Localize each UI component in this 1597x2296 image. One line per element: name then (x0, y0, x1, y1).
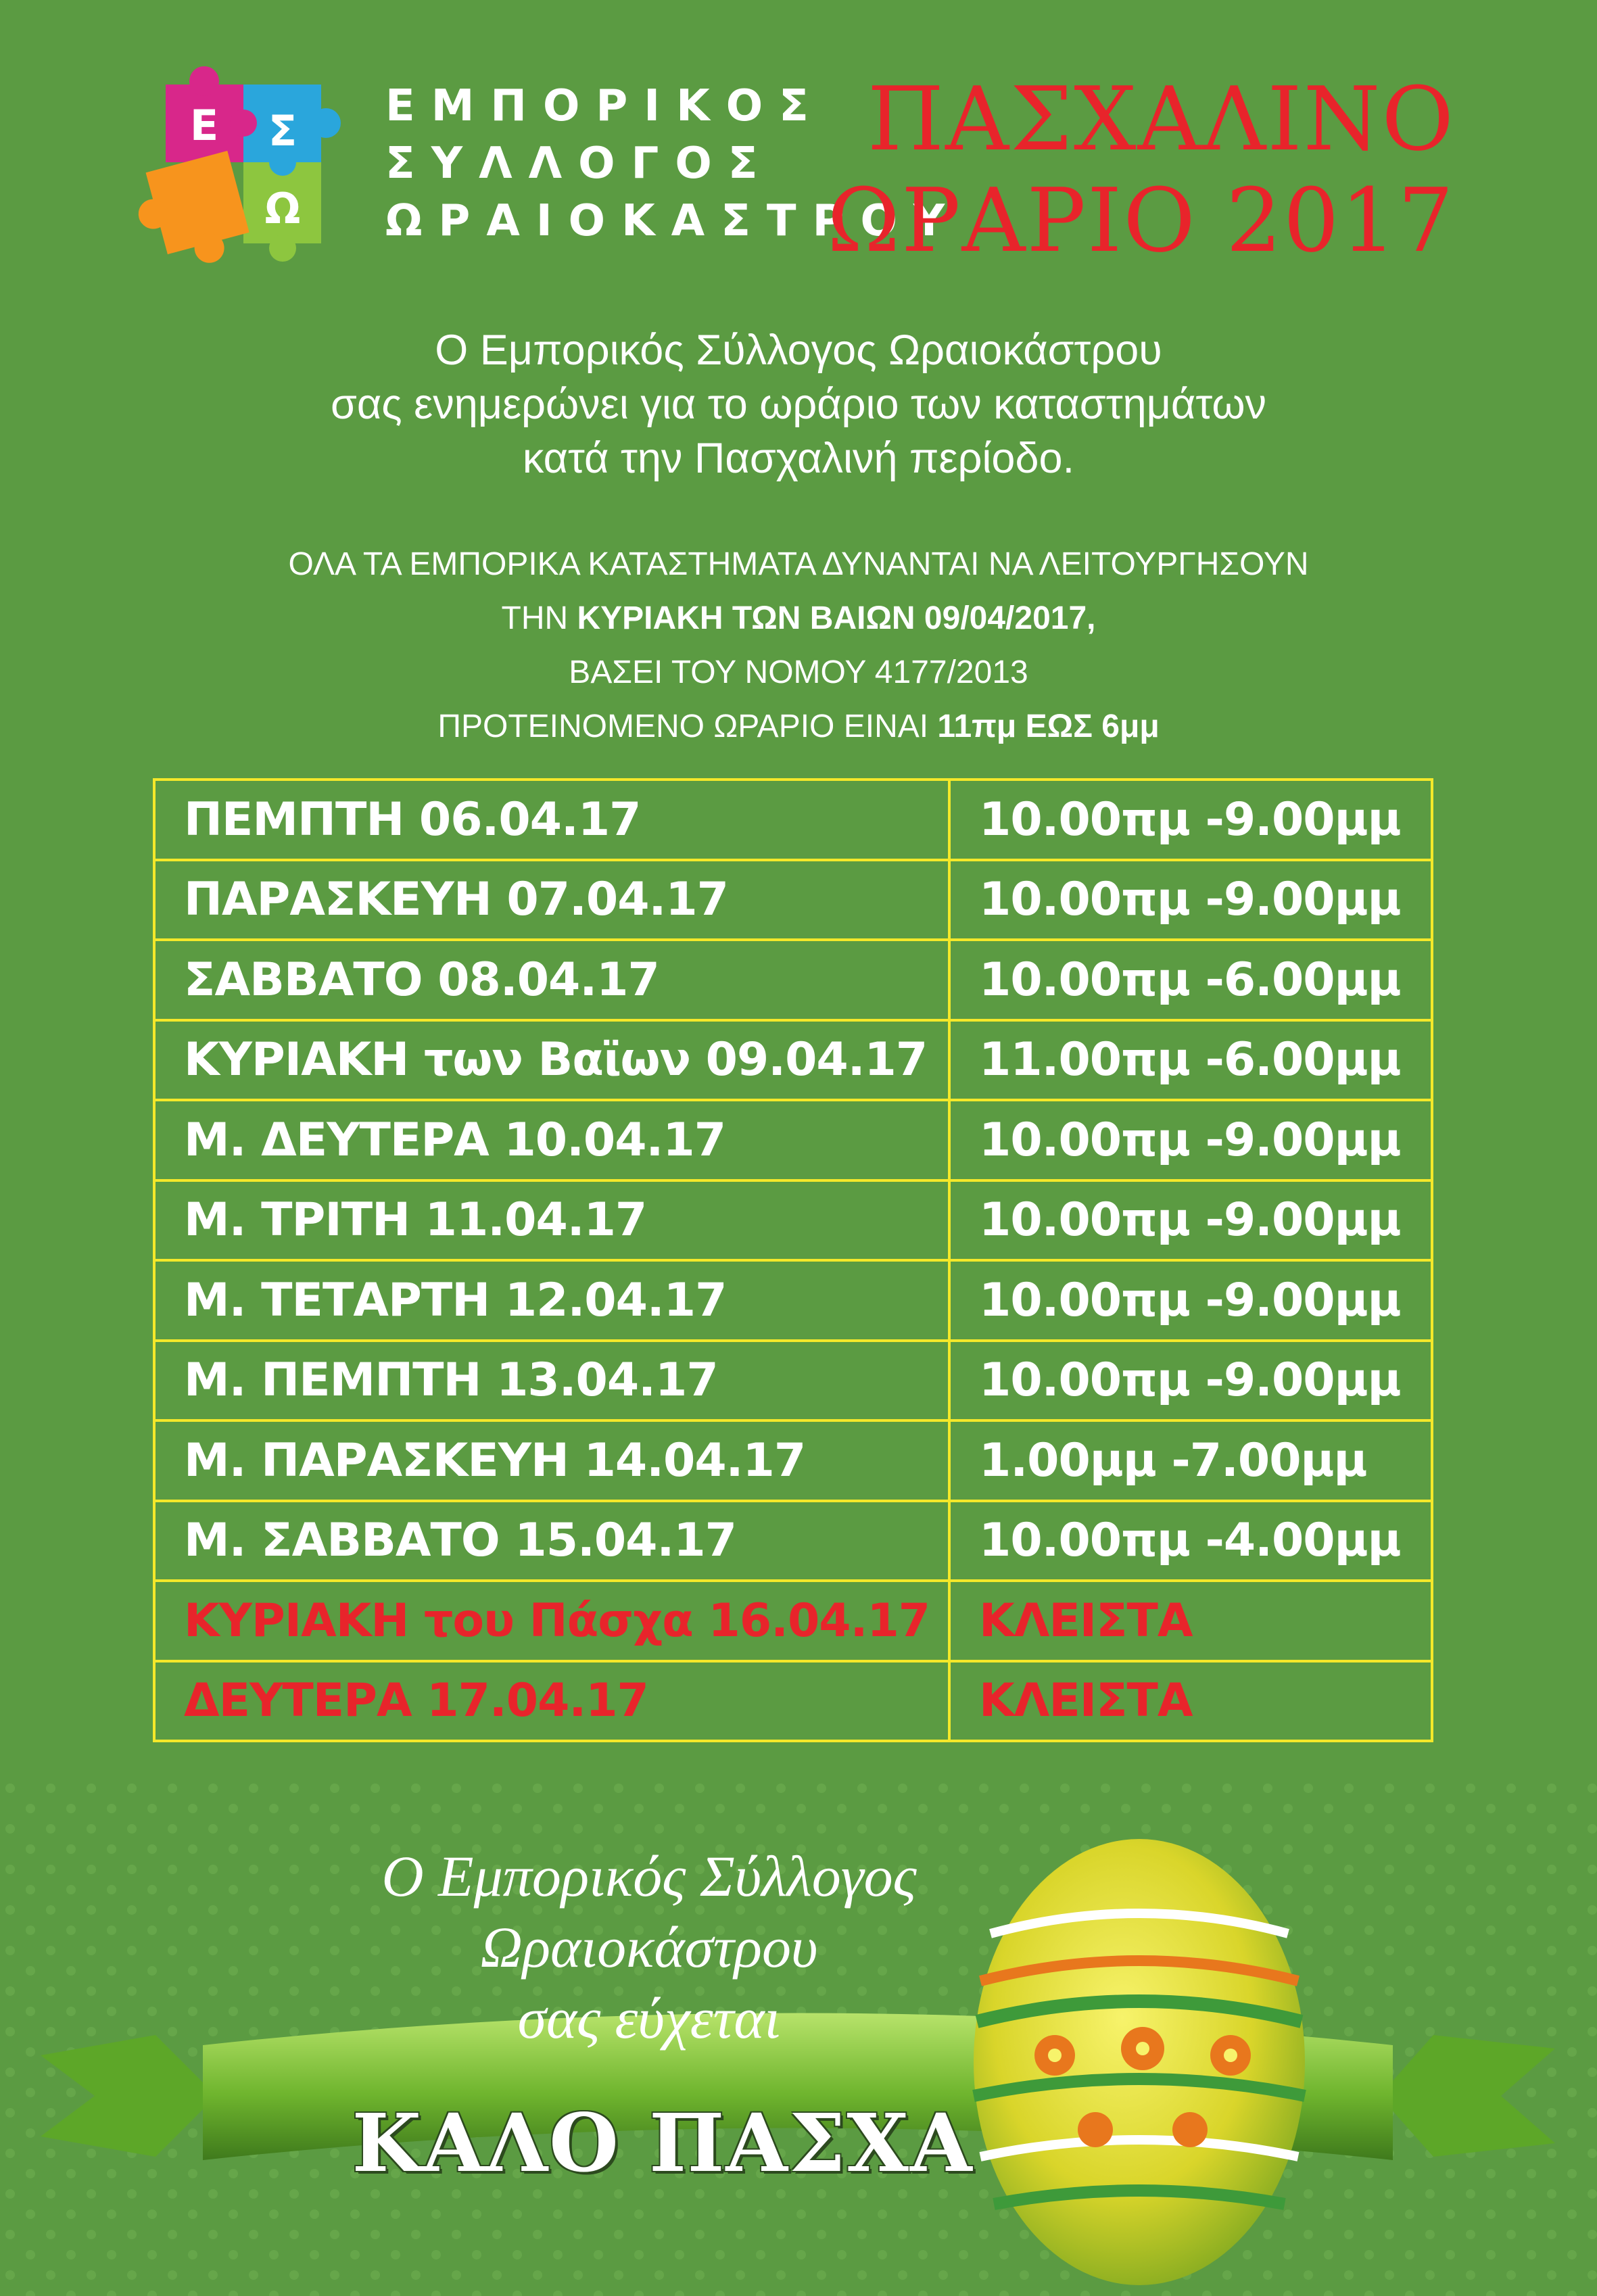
intro-line-1: Ο Εμπορικός Σύλλογος Ωραιοκάστρου (435, 327, 1162, 374)
schedule-hours: 10.00πμ -9.00μμ (949, 1260, 1432, 1341)
notice-line-2-bold: ΚΥΡΙΑΚΗ ΤΩΝ ΒΑΙΩΝ 09/04/2017, (577, 600, 1096, 636)
page-title-line-1: ΠΑΣΧΑΛΙΝΟ (867, 68, 1455, 170)
schedule-day: Μ. ΔΕΥΤΕΡΑ 10.04.17 (154, 1100, 949, 1180)
table-row (154, 860, 1432, 940)
schedule-day: ΣΑΒΒΑΤΟ 08.04.17 (154, 940, 949, 1020)
schedule-hours: 10.00πμ -9.00μμ (949, 1341, 1432, 1421)
table-row (154, 1180, 1432, 1261)
schedule-day: ΔΕΥΤΕΡΑ 17.04.17 (154, 1661, 949, 1742)
greeting-line-2: Ωραιοκάστρου (480, 1915, 818, 1980)
schedule-hours: 11.00πμ -6.00μμ (949, 1020, 1432, 1101)
table-row (154, 1420, 1432, 1501)
schedule-day: Μ. ΤΕΤΑΡΤΗ 12.04.17 (154, 1260, 949, 1341)
logo-letter-2: Σ (268, 106, 297, 156)
notice-line-4 (0, 700, 1597, 754)
table-row (154, 1661, 1432, 1742)
table-row (154, 1020, 1432, 1101)
schedule-table (153, 778, 1433, 1742)
table-row (154, 940, 1432, 1020)
schedule-day: Μ. ΣΑΒΒΑΤΟ 15.04.17 (154, 1501, 949, 1581)
schedule-day: Μ. ΠΑΡΑΣΚΕΥΗ 14.04.17 (154, 1420, 949, 1501)
notice-line-3: ΒΑΣΕΙ ΤΟΥ ΝΟΜΟΥ 4177/2013 (569, 654, 1028, 690)
schedule-day: Μ. ΤΡΙΤΗ 11.04.17 (154, 1180, 949, 1261)
table-row (154, 1501, 1432, 1581)
schedule-day: Μ. ΠΕΜΠΤΗ 13.04.17 (154, 1341, 949, 1421)
schedule-hours: 10.00πμ -6.00μμ (949, 940, 1432, 1020)
logo-puzzle-icon (128, 57, 352, 281)
schedule-day: ΠΑΡΑΣΚΕΥΗ 07.04.17 (154, 860, 949, 940)
schedule-hours: 1.00μμ -7.00μμ (949, 1420, 1432, 1501)
schedule-hours: 10.00πμ -9.00μμ (949, 1100, 1432, 1180)
easter-egg-icon (974, 1839, 1305, 2285)
logo-letter-3: Ω (264, 184, 301, 233)
schedule-hours: ΚΛΕΙΣΤΑ (949, 1661, 1432, 1742)
schedule-hours: 10.00πμ -4.00μμ (949, 1501, 1432, 1581)
table-row (154, 780, 1432, 860)
schedule-hours: ΚΛΕΙΣΤΑ (949, 1581, 1432, 1661)
greeting-banner: ΚΑΛΟ ΠΑΣΧΑ (352, 2096, 974, 2190)
page-title-line-2: ΩΡΑΡΙΟ 2017 (827, 169, 1455, 272)
notice-line-2-prefix: ΤΗΝ (501, 600, 577, 636)
notice-line-2 (0, 592, 1597, 646)
intro-line-3: κατά την Πασχαλινή περίοδο. (522, 435, 1075, 482)
schedule-day: ΚΥΡΙΑΚΗ των Βαϊων 09.04.17 (154, 1020, 949, 1101)
greeting-line-3: σας εύχεται (517, 1986, 781, 2051)
schedule-hours: 10.00πμ -9.00μμ (949, 1180, 1432, 1261)
schedule-hours: 10.00πμ -9.00μμ (949, 780, 1432, 860)
schedule-hours: 10.00πμ -9.00μμ (949, 860, 1432, 940)
schedule-day: ΠΕΜΠΤΗ 06.04.17 (154, 780, 949, 860)
table-row (154, 1341, 1432, 1421)
intro-line-2: σας ενημερώνει για το ωράριο των καταστημάτων (330, 381, 1267, 428)
table-row (154, 1100, 1432, 1180)
greeting-line-1: Ο Εμπορικός Σύλλογος (381, 1844, 917, 1909)
table-row (154, 1260, 1432, 1341)
notice-line-4-prefix: ΠΡΟΤΕΙΝΟΜΕΝΟ ΩΡΑΡΙΟ ΕΙΝΑΙ (437, 709, 938, 744)
table-row (154, 1581, 1432, 1661)
logo-text-line-2: ΣΥΛΛΟΓΟΣ (385, 139, 774, 189)
schedule-day: ΚΥΡΙΑΚΗ του Πάσχα 16.04.17 (154, 1581, 949, 1661)
logo-text-line-3: ΩΡΑΙΟΚΑΣΤΡΟΥ (385, 196, 961, 246)
logo-text-line-1: ΕΜΠΟΡΙΚΟΣ (385, 81, 825, 131)
notice-line-4-bold: 11πμ ΕΩΣ 6μμ (937, 709, 1160, 744)
notice-line-1: ΟΛΑ ΤΑ ΕΜΠΟΡΙΚΑ ΚΑΤΑΣΤΗΜΑΤΑ ΔΥΝΑΝΤΑΙ ΝΑ ΛΕΙΤΟΥΡΓΗΣΟΥΝ (288, 546, 1309, 582)
logo-letter-1: Ε (189, 101, 219, 150)
